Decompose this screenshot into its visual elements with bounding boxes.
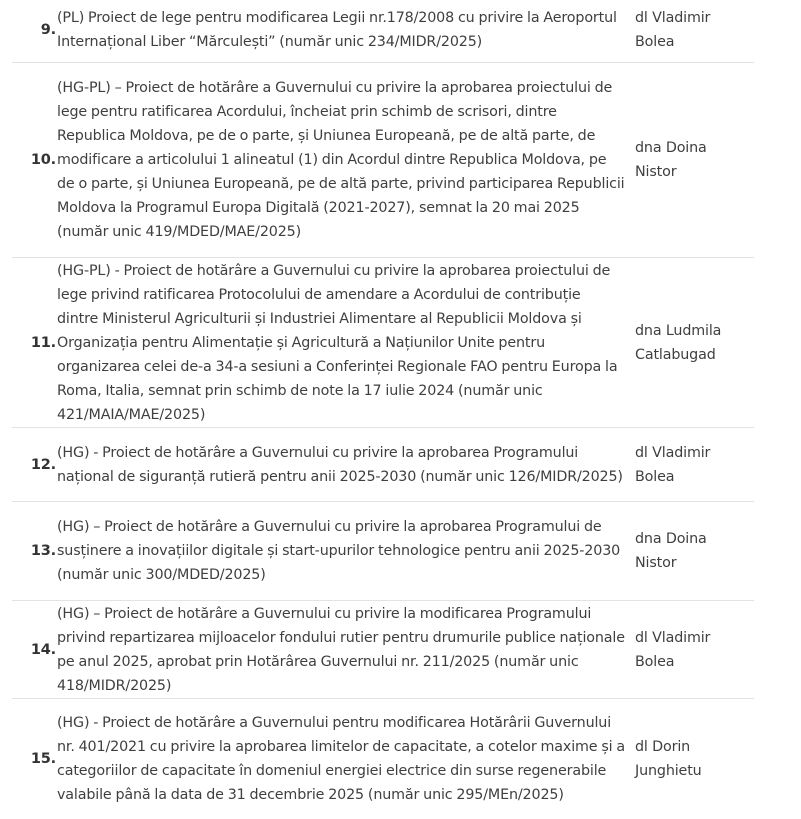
table-row xyxy=(12,63,754,258)
responsible-title: dna Ludmila xyxy=(635,322,722,339)
item-responsible xyxy=(635,319,754,367)
item-responsible xyxy=(635,136,754,184)
item-responsible xyxy=(635,735,754,783)
item-responsible xyxy=(635,441,754,489)
responsible-title: dl Vladimir xyxy=(635,444,711,461)
responsible-name: Nistor xyxy=(635,164,677,180)
responsible-name: Junghietu xyxy=(635,763,702,779)
item-number: 15. xyxy=(30,751,56,767)
item-number: 13. xyxy=(30,543,56,559)
table-row xyxy=(12,502,754,601)
table-row xyxy=(12,258,754,428)
item-description: (HG) – Proiect de hotărâre a Guvernului cu privire la modificarea Programului privind repartizarea mijloacelor fondului rutier pentru drumurile publice naționale pe anul 2025, aprobat prin Hotărârea Guvernului nr. 211/2025 (număr unic 418/MIDR/2025) xyxy=(57,605,625,694)
item-number: 9. xyxy=(40,21,56,38)
responsible-title: dl Vladimir xyxy=(635,629,711,646)
item-description: (HG-PL) - Proiect de hotărâre a Guvernului cu privire la aprobarea proiectului de lege privind ratificarea Protocolului de amendare a Acordului de contribuție dintre Ministerul Agriculturii și Industriei Alimentare al Republicii Moldova și Organizația pentru Alimentație și Agricultură a Națiunilor Unite pentru organizarea celei de-a 34-a sesiuni a Conferinței Regionale FAO pentru Europa la Roma, Italia, semnat prin schimb de note la 17 iulie 2024 (număr unic 421/MAIA/MAE/2025) xyxy=(57,262,618,423)
responsible-title: dl Dorin xyxy=(635,739,691,755)
item-description: (HG) – Proiect de hotărâre a Guvernului cu privire la aprobarea Programului de susținere a inovațiilor digitale și start-upurilor tehnologice pentru anii 2025-2030 (număr unic 300/MDED/2025) xyxy=(57,519,621,583)
item-responsible xyxy=(635,6,754,54)
responsible-title: dna Doina xyxy=(635,140,707,156)
table-row xyxy=(12,699,754,819)
item-number: 14. xyxy=(30,641,56,658)
item-description: (HG-PL) – Proiect de hotărâre a Guvernului cu privire la aprobarea proiectului de lege pentru ratificarea Acordului, încheiat prin schimb de scrisori, dintre Republica Moldova, pe de o parte, și Uniunea Europeană, pe de altă parte, de modificare a articolului 1 alineatul (1) din Acordul dintre Republica Moldova, pe de o parte, și Uniunea Europeană, pe de altă parte, privind participarea Republicii Moldova la Programul Europa Digitală (2021-2027), semnat la 20 mai 2025 (număr unic 419/MDED/MAE/2025) xyxy=(57,80,625,240)
responsible-name: Catlabugad xyxy=(635,346,716,363)
table-row xyxy=(12,601,754,699)
responsible-title: dna Doina xyxy=(635,531,707,547)
item-number: 11. xyxy=(30,334,56,351)
responsible-name: Bolea xyxy=(635,468,675,485)
table-row xyxy=(12,0,754,63)
table-row xyxy=(12,428,754,502)
item-responsible xyxy=(635,527,754,575)
item-number: 12. xyxy=(30,456,56,473)
item-description: (HG) - Proiect de hotărâre a Guvernului cu privire la aprobarea Programului național de siguranță rutieră pentru anii 2025-2030 (număr unic 126/MIDR/2025) xyxy=(57,444,623,485)
item-description: (HG) - Proiect de hotărâre a Guvernului pentru modificarea Hotărârii Guvernului nr. 401/2021 cu privire la aprobarea limitelor de capacitate, a cotelor maxime și a categoriilor de capacitate în domeniul energiei electrice din surse regenerabile valabile până la data de 31 decembrie 2025 (număr unic 295/MEn/2025) xyxy=(57,715,625,803)
item-number: 10. xyxy=(30,152,56,168)
responsible-title: dl Vladimir xyxy=(635,9,711,26)
responsible-name: Nistor xyxy=(635,555,677,571)
responsible-name: Bolea xyxy=(635,33,675,50)
item-responsible xyxy=(635,626,754,674)
responsible-name: Bolea xyxy=(635,653,675,670)
agenda-table xyxy=(12,0,754,819)
item-description: (PL) Proiect de lege pentru modificarea Legii nr.178/2008 cu privire la Aeroportul Internațional Liber “Mărculești” (număr unic 234/MIDR/2025) xyxy=(57,9,617,50)
